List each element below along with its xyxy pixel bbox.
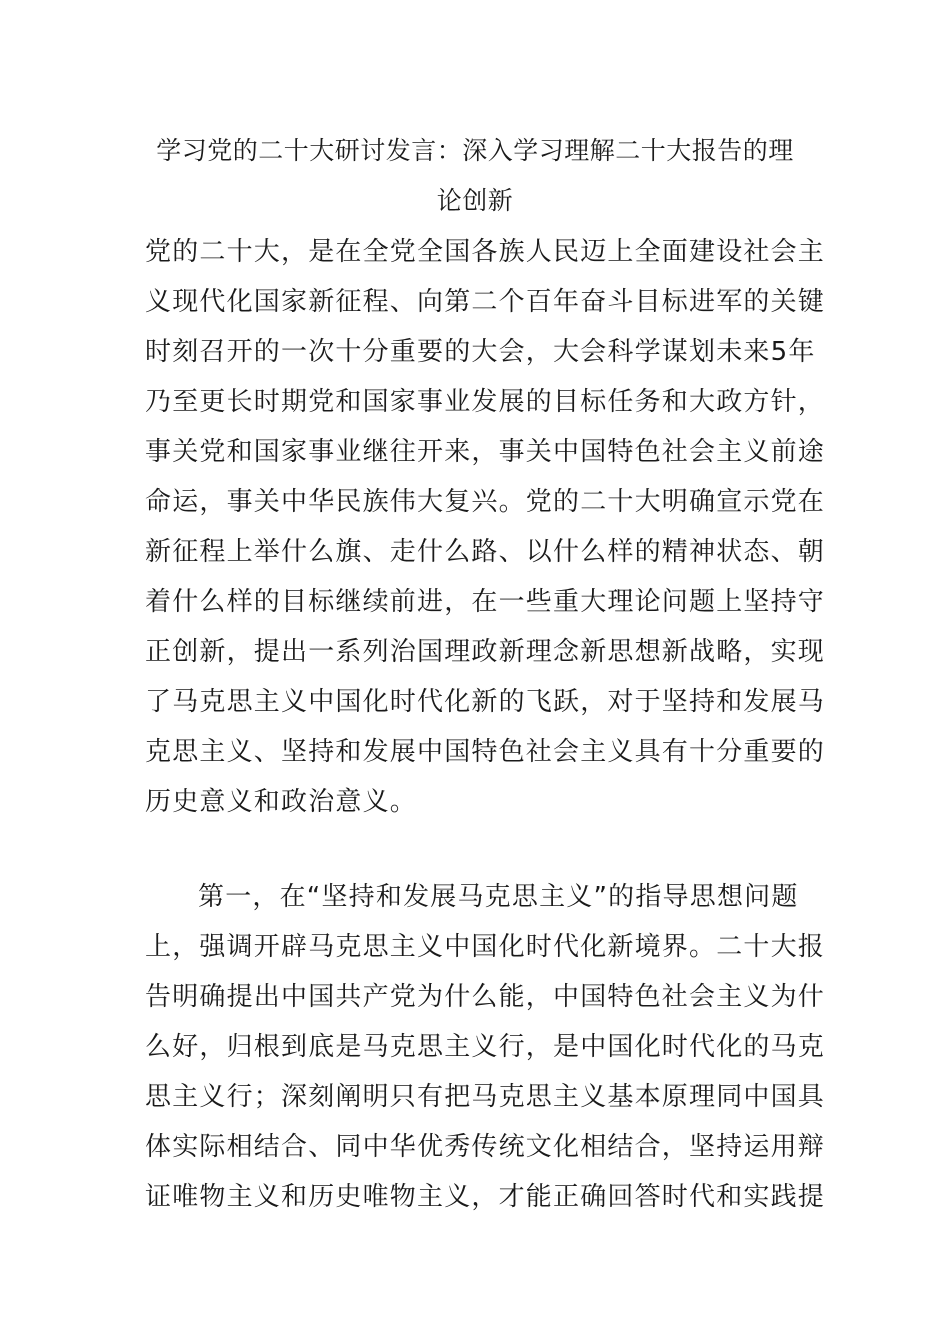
paragraph-line: 么好，归根到底是马克思主义行，是中国化时代化的马克: [145, 1032, 826, 1062]
paragraph-line: 时刻召开的一次十分重要的大会，大会科学谋划未来5年: [145, 337, 816, 367]
paragraph-line: 义现代化国家新征程、向第二个百年奋斗目标进军的关键: [145, 287, 826, 317]
document-title-line-2: 论创新: [436, 186, 514, 215]
paragraph-line: 命运，事关中华民族伟大复兴。党的二十大明确宣示党在: [145, 487, 826, 517]
paragraph-line: 正创新，提出一系列治国理政新理念新思想新战略，实现: [145, 637, 826, 667]
paragraph-line: 体实际相结合、同中华优秀传统文化相结合，坚持运用辩: [145, 1132, 826, 1162]
paragraph-line: 历史意义和政治意义。: [145, 787, 418, 817]
paragraph-line: 思主义行；深刻阐明只有把马克思主义基本原理同中国具: [145, 1082, 826, 1112]
paragraph-line: 克思主义、坚持和发展中国特色社会主义具有十分重要的: [145, 737, 826, 767]
paragraph-line: 第一，在“坚持和发展马克思主义”的指导思想问题: [198, 882, 799, 912]
paragraph-line: 乃至更长时期党和国家事业发展的目标任务和大政方针，: [145, 387, 826, 417]
paragraph-line: 了马克思主义中国化时代化新的飞跃，对于坚持和发展马: [145, 687, 826, 717]
paragraph-line: 事关党和国家事业继往开来，事关中国特色社会主义前途: [145, 437, 826, 467]
paragraph-line: 党的二十大，是在全党全国各族人民迈上全面建设社会主: [145, 237, 826, 267]
paragraph-line: 告明确提出中国共产党为什么能，中国特色社会主义为什: [145, 982, 826, 1012]
paragraph-line: 新征程上举什么旗、走什么路、以什么样的精神状态、朝: [145, 537, 826, 567]
document-title-line-1: 学习党的二十大研讨发言：深入学习理解二十大报告的理: [156, 136, 794, 165]
paragraph-line: 着什么样的目标继续前进，在一些重大理论问题上坚持守: [145, 587, 826, 617]
paragraph-line: 上，强调开辟马克思主义中国化时代化新境界。二十大报: [145, 932, 826, 962]
paragraph-line: 证唯物主义和历史唯物主义，才能正确回答时代和实践提: [145, 1182, 826, 1212]
